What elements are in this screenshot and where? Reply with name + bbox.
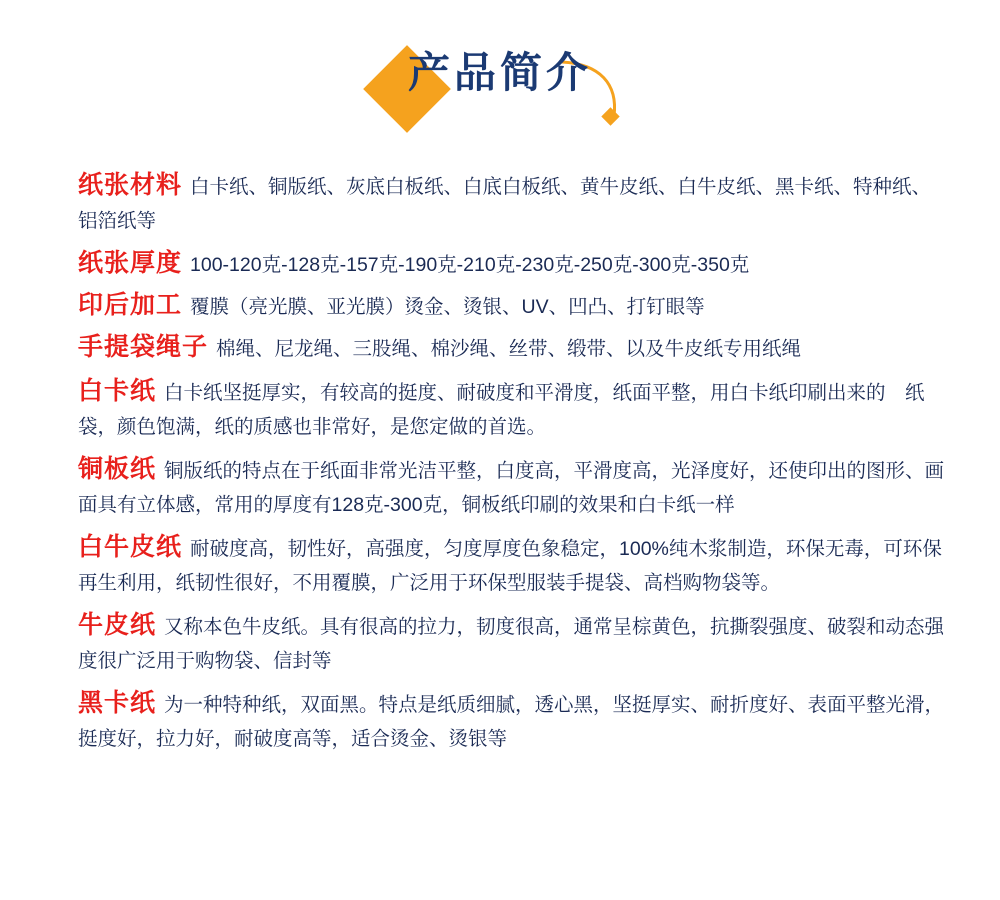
section-paper-material [78, 168, 950, 238]
section-label: 手提袋绳子 [78, 333, 209, 361]
section-label: 牛皮纸 [78, 611, 157, 639]
page-title: 产品简介 [407, 49, 592, 96]
section-text: 100-120克-128克-157克-190克-210克-230克-250克-300克-350克 [190, 254, 750, 276]
content-body [78, 168, 950, 764]
section-label: 纸张材料 [78, 171, 183, 199]
section-text: 覆膜（亮光膜、亚光膜）烫金、烫银、UV、凹凸、打钉眼等 [190, 296, 705, 318]
section-text: 铜版纸的特点在于纸面非常光洁平整，白度高，平滑度高，光泽度好，还使印出的图形、画面具有立体感，常用的厚度有128克-300克，铜板纸印刷的效果和白卡纸一样 [78, 460, 945, 516]
section-text: 又称本色牛皮纸。具有很高的拉力，韧度很高，通常呈棕黄色，抗撕裂强度、破裂和动态强度很广泛用于购物袋、信封等 [78, 616, 945, 672]
section-text: 棉绳、尼龙绳、三股绳、棉沙绳、丝带、缎带、以及牛皮纸专用纸绳 [216, 338, 802, 360]
section-white-card-paper [78, 374, 950, 444]
section-text: 为一种特种纸，双面黑。特点是纸质细腻，透心黑，坚挺厚实、耐折度好、表面平整光滑，挺度好，拉力好，耐破度高等，适合烫金、烫银等 [78, 694, 945, 750]
section-white-kraft-paper [78, 530, 950, 600]
section-label: 黑卡纸 [78, 689, 157, 717]
section-coated-paper [78, 452, 950, 522]
section-label: 纸张厚度 [78, 249, 183, 277]
section-text: 耐破度高，韧性好，高强度，匀度厚度色象稳定，100%纯木浆制造，环保无毒，可环保再生利用，纸韧性很好，不用覆膜，广泛用于环保型服装手提袋、高档购物袋等。 [78, 538, 942, 594]
section-label: 印后加工 [78, 291, 183, 319]
section-label: 白卡纸 [78, 377, 157, 405]
section-handbag-rope [78, 330, 950, 366]
section-post-press [78, 288, 950, 324]
section-paper-thickness [78, 246, 950, 282]
section-text: 白卡纸坚挺厚实，有较高的挺度、耐破度和平滑度，纸面平整，用白卡纸印刷出来的 纸袋，颜色饱满，纸的质感也非常好，是您定做的首选。 [78, 382, 925, 438]
page-header [0, 0, 1000, 150]
section-label: 白牛皮纸 [78, 533, 183, 561]
section-text: 白卡纸、铜版纸、灰底白板纸、白底白板纸、黄牛皮纸、白牛皮纸、黑卡纸、特种纸、铝箔纸等 [78, 176, 932, 232]
section-label: 铜板纸 [78, 455, 157, 483]
section-black-card-paper [78, 686, 950, 756]
section-kraft-paper [78, 608, 950, 678]
